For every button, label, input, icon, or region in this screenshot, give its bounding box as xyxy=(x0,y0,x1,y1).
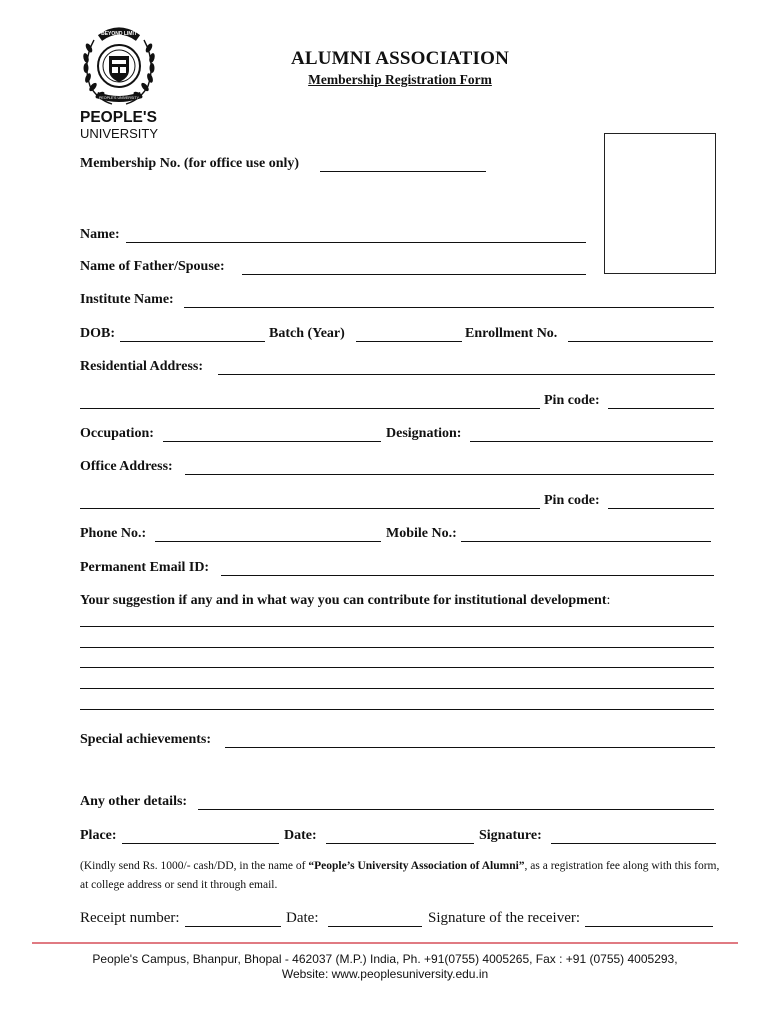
emblem-icon xyxy=(78,20,160,142)
mobile-label: Mobile No.: xyxy=(386,526,457,541)
residential-address-field[interactable] xyxy=(218,374,715,375)
phone-label: Phone No.: xyxy=(80,526,147,541)
svg-text:BEYOND LIMIT: BEYOND LIMIT xyxy=(101,31,137,37)
receiver-signature-field[interactable] xyxy=(585,926,713,927)
enrollment-label: Enrollment No. xyxy=(465,326,558,341)
logo-word2: UNIVERSITY xyxy=(80,126,159,141)
fee-note xyxy=(80,857,720,895)
office-address-label: Office Address: xyxy=(80,459,173,474)
name-label: Name: xyxy=(80,227,120,242)
receipt-number-field[interactable] xyxy=(185,926,281,927)
receipt-date-label: Date: xyxy=(286,910,319,926)
designation-label: Designation: xyxy=(386,426,462,441)
dob-label: DOB: xyxy=(80,326,115,341)
membership-no-field[interactable] xyxy=(320,171,486,172)
email-field[interactable] xyxy=(221,575,714,576)
place-field[interactable] xyxy=(122,843,279,844)
mobile-field[interactable] xyxy=(461,541,711,542)
form-title: ALUMNI ASSOCIATION xyxy=(290,48,510,69)
name-field[interactable] xyxy=(126,242,586,243)
occupation-label: Occupation: xyxy=(80,426,154,441)
footer xyxy=(32,952,738,982)
institute-field[interactable] xyxy=(184,307,714,308)
signature-label: Signature: xyxy=(479,828,542,843)
father-spouse-label: Name of Father/Spouse: xyxy=(80,259,225,274)
institute-label: Institute Name: xyxy=(80,292,174,307)
form-subtitle: Membership Registration Form xyxy=(308,72,492,87)
footer-website: Website: www.peoplesuniversity.edu.in xyxy=(281,967,489,981)
suggestion-text: Your suggestion if any and in what way you can contribute for institutional development xyxy=(80,593,607,608)
phone-field[interactable] xyxy=(155,541,381,542)
university-logo xyxy=(78,20,160,142)
dob-row xyxy=(80,326,720,344)
office-address-field[interactable] xyxy=(185,474,714,475)
occupation-field[interactable] xyxy=(163,441,381,442)
residential-pin-label: Pin code: xyxy=(544,393,600,408)
office-address-field-2[interactable] xyxy=(80,508,540,509)
receipt-number-label: Receipt number: xyxy=(80,910,180,926)
suggestion-label xyxy=(80,593,610,609)
other-details-label: Any other details: xyxy=(80,794,188,809)
enrollment-field[interactable] xyxy=(568,341,713,342)
suggestion-line-5[interactable] xyxy=(80,709,714,710)
residential-address-field-2[interactable] xyxy=(80,408,540,409)
achievements-field[interactable] xyxy=(225,747,715,748)
residential-pin-field[interactable] xyxy=(608,408,714,409)
footer-divider xyxy=(32,942,738,944)
residential-pin-row xyxy=(80,393,720,411)
office-pin-field[interactable] xyxy=(608,508,714,509)
office-pin-label: Pin code: xyxy=(544,493,600,508)
phone-row xyxy=(80,526,720,544)
place-label: Place: xyxy=(80,828,117,843)
signature-field[interactable] xyxy=(551,843,716,844)
suggestion-line-2[interactable] xyxy=(80,647,714,648)
receipt-row xyxy=(80,910,720,928)
suggestion-line-3[interactable] xyxy=(80,667,714,668)
batch-field[interactable] xyxy=(356,341,462,342)
photo-box[interactable] xyxy=(604,133,716,274)
place-date-row xyxy=(80,828,720,846)
suggestion-line-1[interactable] xyxy=(80,626,714,627)
fee-note-part1: (Kindly send Rs. 1000/- cash/DD, in the name of xyxy=(80,860,309,872)
date-label: Date: xyxy=(284,828,317,843)
designation-field[interactable] xyxy=(470,441,713,442)
fee-note-payee: “People’s University Association of Alumni” xyxy=(308,860,525,872)
occupation-row xyxy=(80,426,720,444)
batch-label: Batch (Year) xyxy=(269,326,345,341)
residential-address-label: Residential Address: xyxy=(80,359,204,374)
office-pin-row xyxy=(80,493,720,511)
father-spouse-field[interactable] xyxy=(242,274,586,275)
other-details-field[interactable] xyxy=(198,809,714,810)
footer-address: People's Campus, Bhanpur, Bhopal - 462037 (M.P.) India, Ph. +91(0755) 4005265, Fax : +91 (0755) 4005293, xyxy=(92,952,678,966)
email-label: Permanent Email ID: xyxy=(80,560,210,575)
receiver-signature-label: Signature of the receiver: xyxy=(428,910,581,926)
fee-note-part2: , as a registration fee along with this form, at college address or send it through email. xyxy=(80,860,720,891)
logo-word1: PEOPLE'S xyxy=(80,109,157,126)
suggestion-colon: : xyxy=(606,593,611,608)
achievements-label: Special achievements: xyxy=(80,732,212,747)
date-field[interactable] xyxy=(326,843,474,844)
svg-text:PEOPLE'S UNIVERSITY: PEOPLE'S UNIVERSITY xyxy=(98,96,140,100)
membership-no-label: Membership No. (for office use only) xyxy=(80,156,300,171)
suggestion-row xyxy=(80,593,720,611)
receipt-date-field[interactable] xyxy=(328,926,422,927)
suggestion-line-4[interactable] xyxy=(80,688,714,689)
dob-field[interactable] xyxy=(120,341,265,342)
